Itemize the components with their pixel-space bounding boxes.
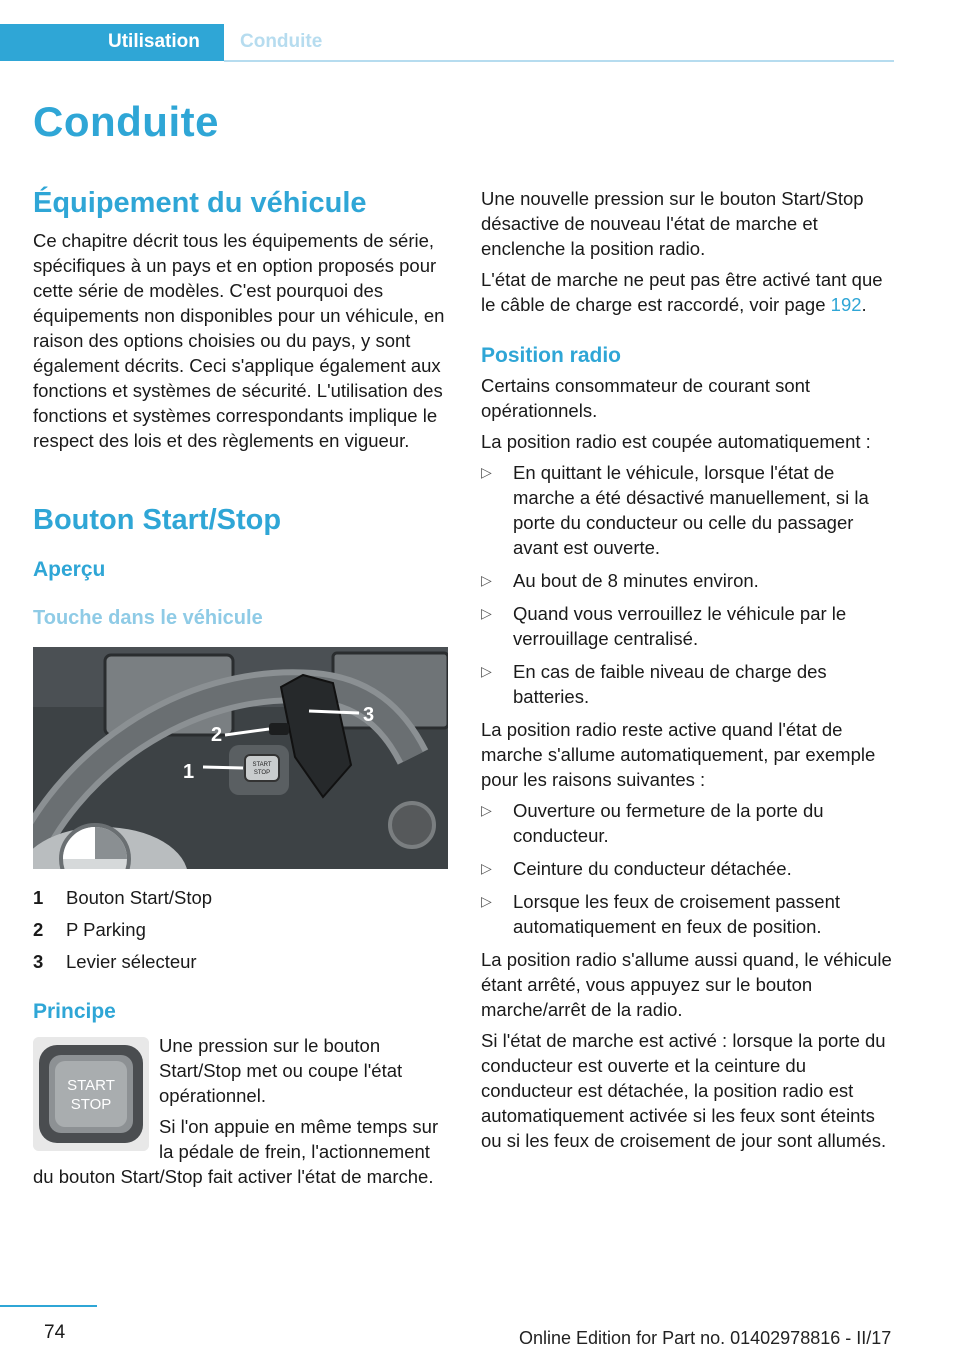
radio-text-2: La position radio est coupée automatiquement :: [481, 431, 871, 452]
callout-1: 1: [183, 761, 195, 783]
radio-heading: Position radio: [481, 344, 622, 367]
triangle-bullet-icon: ▷: [481, 605, 492, 621]
steering-wheel-figure: [33, 647, 448, 869]
list-item-text: En cas de faible niveau de charge des batteries.: [513, 661, 827, 707]
list-item: [481, 460, 895, 560]
legend-item: [33, 945, 448, 977]
radio-text-5: Si l'état de marche est activé : lorsque la porte du conducteur est ouverte et la ceinture du conducteur est détachée, la position radio est automatiquement activée si les feux sont éteints ou si les feux de croisement de jour sont allumés.: [481, 1030, 887, 1151]
section-tab-label: Utilisation: [108, 31, 200, 52]
right-column: [481, 186, 895, 1159]
list-item-text: En quittant le véhicule, lorsque l'état de marche a été désactivé manuellement, si la porte du conducteur ou celle du passager avant est ouverte.: [513, 462, 869, 558]
start-stop-button-image: [33, 1037, 149, 1151]
page-number: 74: [44, 1322, 66, 1343]
list-item: [481, 889, 895, 939]
left-column: [33, 186, 448, 1195]
triangle-bullet-icon: ▷: [481, 464, 492, 480]
list-item: [481, 601, 895, 651]
legend-num: 2: [33, 918, 44, 940]
radio-off-list: [481, 460, 895, 709]
overview-heading: Aperçu: [33, 558, 106, 581]
list-item-text: Ceinture du conducteur détachée.: [513, 858, 792, 879]
radio-on-list: [481, 798, 895, 939]
chapter-tab[interactable]: Conduite: [240, 31, 323, 52]
right-text-1: Une nouvelle pression sur le bouton Start/Stop désactive de nouveau l'état de marche et enclenche la position radio.: [481, 188, 864, 259]
list-item-text: Lorsque les feux de croisement passent automatiquement en feux de position.: [513, 891, 841, 937]
list-item: [481, 659, 895, 709]
equipment-text: Ce chapitre décrit tous les équipements de série, spécifiques à un pays et en option proposés pour cette série de modèles. C'est pourquoi des équipements non disponibles pour un véhicule, en raison des options choisies ou du pays, y sont également décrits. Ceci s'applique également aux fonctions et systèmes de sécurité. L'utilisation des fonctions et systèmes correspondants implique le respect des lois et des règlements en vigueur.: [33, 230, 445, 451]
principle-heading: Principe: [33, 1000, 116, 1023]
legend-label: P Parking: [66, 918, 146, 940]
legend-num: 1: [33, 886, 44, 908]
equipment-heading: Équipement du véhicule: [33, 187, 367, 219]
figure-button-text-1: START: [252, 762, 272, 768]
chapter-title: Conduite: [33, 98, 219, 145]
section-tab[interactable]: [0, 24, 224, 61]
right-text-2-end: .: [861, 294, 867, 315]
list-item-text: Quand vous verrouillez le véhicule par le verrouillage centralisé.: [513, 603, 847, 649]
callout-2: 2: [211, 724, 223, 746]
list-item: [481, 568, 895, 593]
header-divider: [224, 60, 894, 62]
principle-section: [33, 1033, 448, 1189]
principle-text-1: Une pression sur le bouton Start/Stop met ou coupe l'état opérationnel.: [159, 1035, 403, 1106]
steering-wheel-illustration: [33, 647, 448, 869]
page-link[interactable]: 192: [830, 294, 862, 315]
touch-heading: Touche dans le véhicule: [33, 607, 263, 629]
legend-num: 3: [33, 950, 44, 972]
radio-text-4: La position radio s'allume aussi quand, le véhicule étant arrêté, vous appuyez sur le bouton marche/arrêt de la radio.: [481, 949, 892, 1020]
triangle-bullet-icon: ▷: [481, 802, 492, 818]
triangle-bullet-icon: ▷: [481, 572, 492, 588]
radio-text-1: Certains consommateur de courant sont opérationnels.: [481, 375, 811, 421]
button-image-text-2: STOP: [70, 1096, 112, 1113]
start-stop-button-icon: [33, 1037, 149, 1151]
legend-label: Levier sélecteur: [66, 950, 197, 972]
callout-3: 3: [363, 704, 375, 726]
legend-item: [33, 881, 448, 913]
list-item-text: Ouverture ou fermeture de la porte du conducteur.: [513, 800, 824, 846]
legend-item: [33, 913, 448, 945]
figure-button-text-2: STOP: [253, 770, 271, 776]
button-image-text-1: START: [67, 1077, 115, 1094]
radio-text-3: La position radio reste active quand l'état de marche s'allume automatiquement, par exemple pour les raisons suivantes :: [481, 719, 876, 790]
list-item-text: Au bout de 8 minutes environ.: [513, 570, 759, 591]
right-text-2: [481, 267, 895, 317]
start-stop-heading: Bouton Start/Stop: [33, 504, 282, 536]
triangle-bullet-icon: ▷: [481, 663, 492, 679]
edition-note: Online Edition for Part no. 01402978816 - II/17: [519, 1328, 892, 1348]
triangle-bullet-icon: ▷: [481, 893, 492, 909]
list-item: [481, 856, 895, 881]
footer-divider: [0, 1305, 97, 1307]
list-item: [481, 798, 895, 848]
figure-legend: [33, 881, 448, 977]
right-text-2-start: L'état de marche ne peut pas être activé tant que le câble de charge est raccordé, voir page: [481, 269, 883, 315]
principle-text-2: Si l'on appuie en même temps sur la pédale de frein, l'actionnement du bouton Start/Stop fait activer l'état de marche.: [33, 1116, 439, 1187]
legend-label: Bouton Start/Stop: [66, 886, 213, 908]
triangle-bullet-icon: ▷: [481, 860, 492, 876]
